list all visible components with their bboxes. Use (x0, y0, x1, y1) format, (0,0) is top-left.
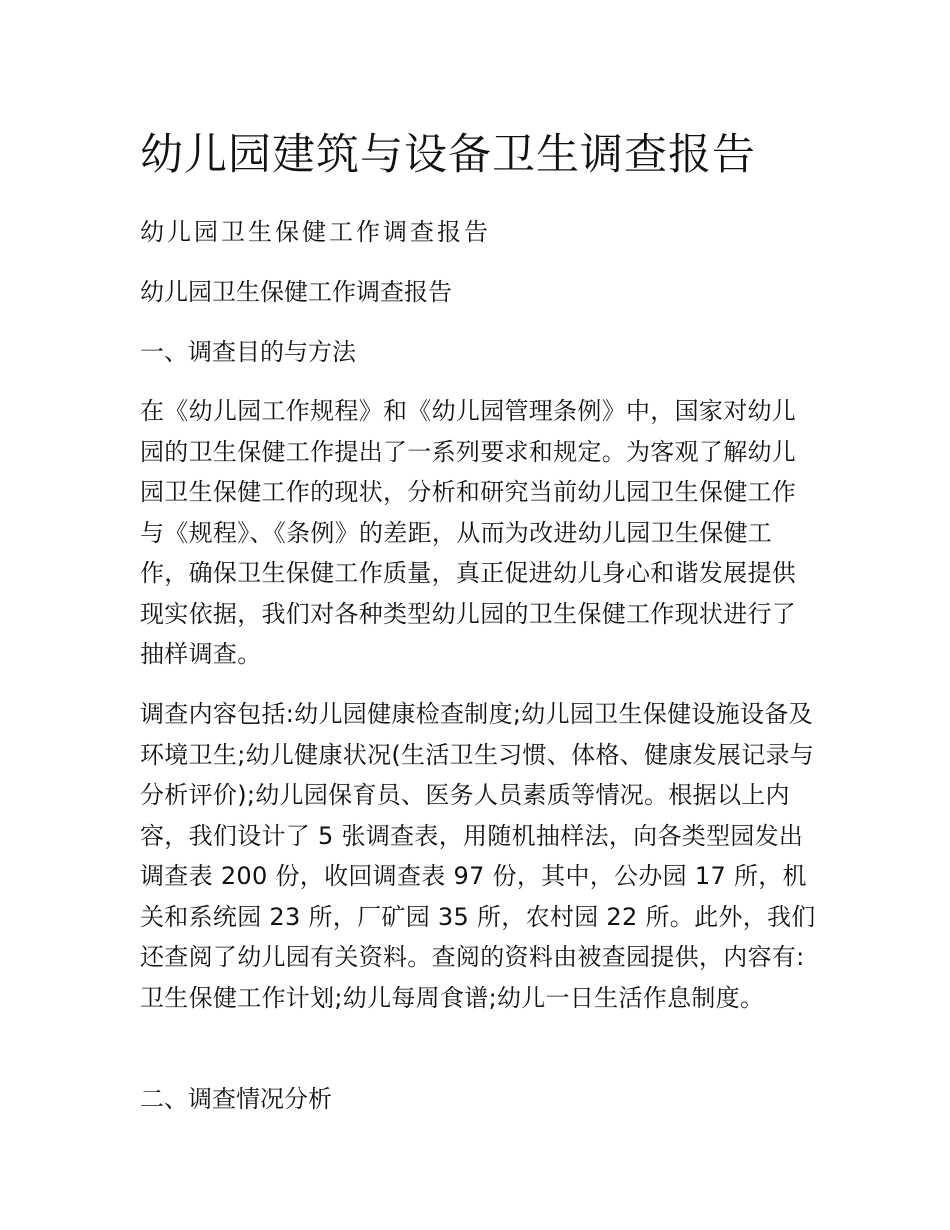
paragraph-purpose: 在《幼儿园工作规程》和《幼儿园管理条例》中，国家对幼儿园的卫生保健工作提出了一系列要求和规定。为客观了解幼儿园卫生保健工作的现状，分析和研究当前幼儿园卫生保健工作与《规程》、《条例》的差距，从而为改进幼儿园卫生保健工作，确保卫生保健工作质量，真正促进幼儿身心和谐发展提供现实依据，我们对各种类型幼儿园的卫生保健工作现状进行了抽样调查。 (140, 397, 797, 668)
section-heading-1: 一、调查目的与方法 (140, 338, 356, 366)
report-title-line: 幼儿园卫生保健工作调查报告 (140, 278, 452, 306)
paragraph-method: 调查内容包括:幼儿园健康检查制度;幼儿园卫生保健设施设备及环境卫生;幼儿健康状况(生活卫生习惯、体格、健康发展记录与分析评价);幼儿园保育员、医务人员素质等情况。根据以上内容，我们设计了 5 张调查表，用随机抽样法，向各类型园发出调查表 200 份，收回调查表 97 份，其中，公办园 17 所，机关和系统园 23 所，厂矿园 35 所，农村园 22 所。此外，我们还查阅了幼儿园有关资料。查阅的资料由被查园提供，内容有:卫生保健工作计划;幼儿每周食谱;幼儿一日生活作息制度。 (140, 700, 816, 1012)
document-subtitle: 幼儿园卫生保健工作调查报告 (140, 218, 491, 246)
document-title: 幼儿园建筑与设备卫生调查报告 (140, 130, 756, 180)
section-heading-2: 二、调查情况分析 (140, 1085, 332, 1113)
